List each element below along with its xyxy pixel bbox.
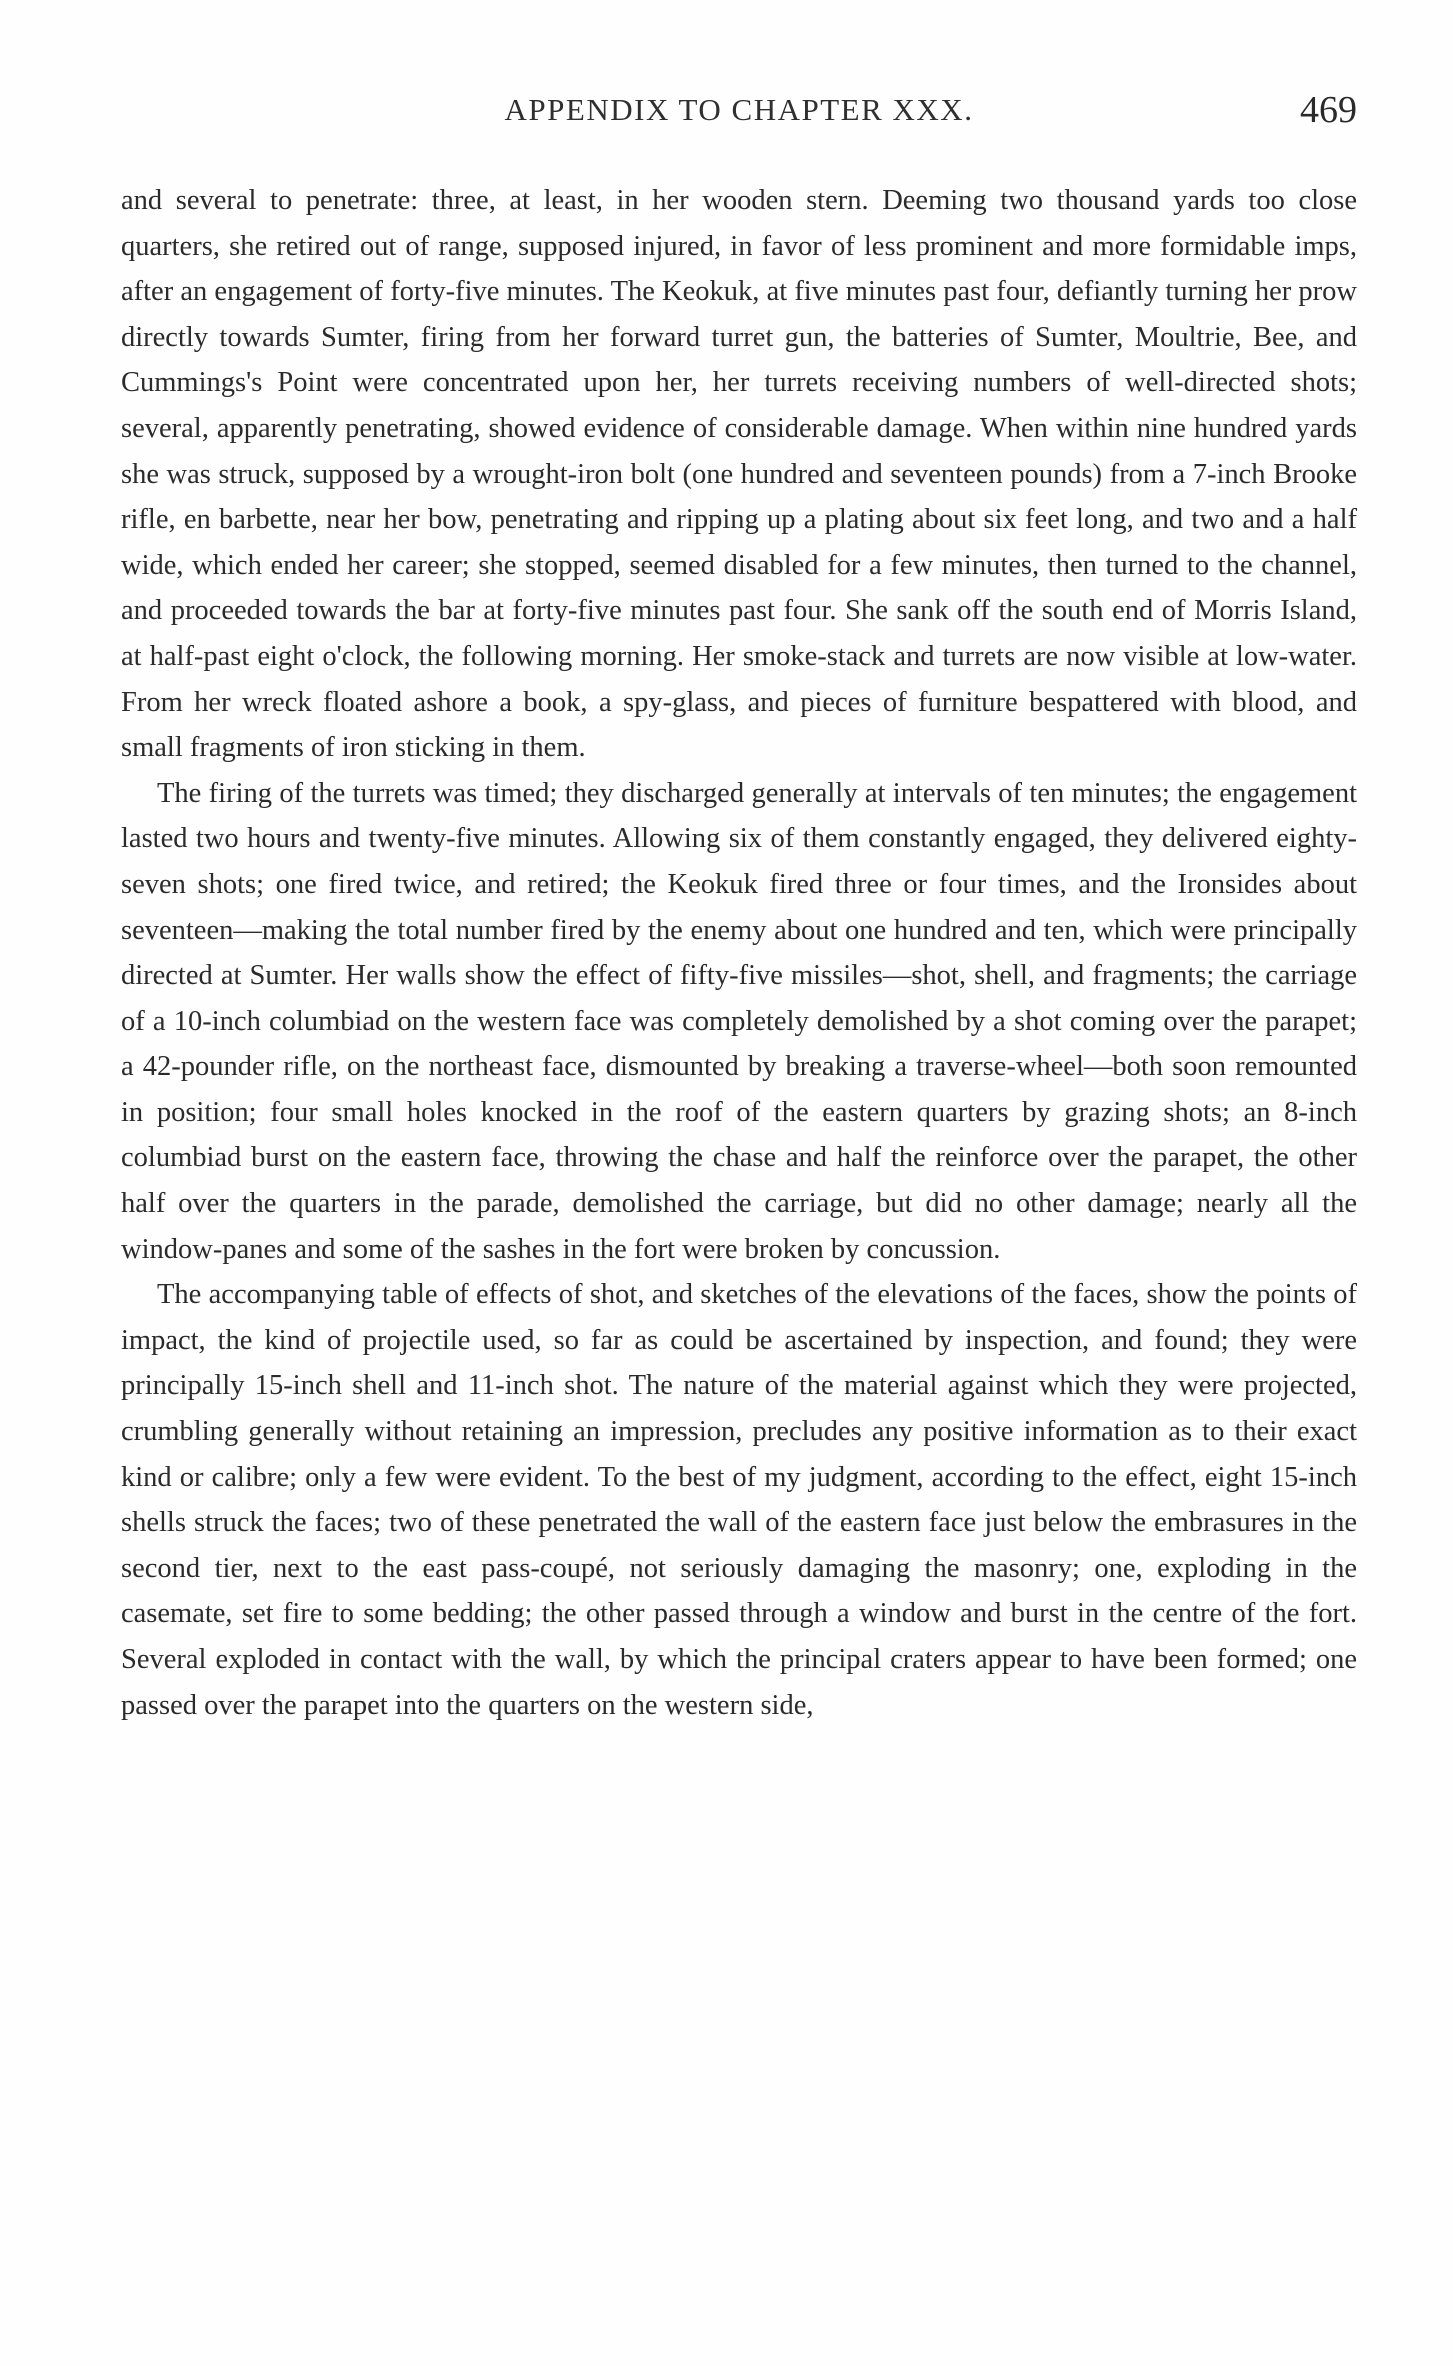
paragraph-3: The accompanying table of effects of shot, and sketches of the elevations of the faces, show the points of impact, the kind of projectile used, so far as could be ascertained by inspection, and found; they were principally 15-inch shell and 11-inch shot. The nature of the material against which they were projected, crumbling generally without retaining an impression, precludes any positive information as to their exact kind or calibre; only a few were evident. To the best of my judgment, according to the effect, eight 15-inch shells struck the faces; two of these penetrated the wall of the eastern face just below the embrasures in the second tier, next to the east pass-coupé, not seriously damaging the masonry; one, exploding in the casemate, set fire to some bedding; the other passed through a window and burst in the centre of the fort. Several exploded in contact with the wall, by which the principal craters appear to have been formed; one passed over the parapet into the quarters on the western side,	[121, 1279, 1357, 1721]
running-head: APPENDIX TO CHAPTER XXX.	[504, 92, 974, 127]
paragraph-1: and several to penetrate: three, at least, in her wooden stern. Deeming two thousand yards too close quarters, she retired out of range, supposed injured, in favor of less prominent and more formidable imps, after an engagement of forty-five minutes. The Keokuk, at five minutes past four, defiantly turning her prow directly towards Sumter, firing from her forward turret gun, the batteries of Sumter, Moultrie, Bee, and Cummings's Point were concentrated upon her, her turrets receiving numbers of well-directed shots; several, apparently penetrating, showed evidence of considerable damage. When within nine hundred yards she was struck, supposed by a wrought-iron bolt (one hundred and seventeen pounds) from a 7-inch Brooke rifle, en barbette, near her bow, penetrating and ripping up a plating about six feet long, and two and a half wide, which ended her career; she stopped, seemed disabled for a few minutes, then turned to the channel, and proceeded towards the bar at forty-five minutes past four. She sank off the south end of Morris Island, at half-past eight o'clock, the following morning. Her smoke-stack and turrets are now visible at low-water. From her wreck floated ashore a book, a spy-glass, and pieces of furniture bespattered with blood, and small fragments of iron sticking in them.	[121, 185, 1357, 764]
page-header	[121, 89, 1357, 142]
page-number: 469	[1300, 89, 1357, 131]
body-text	[121, 178, 1357, 1728]
paragraph-2: The firing of the turrets was timed; they discharged generally at intervals of ten minutes; the engagement lasted two hours and twenty-five minutes. Allowing six of them constantly engaged, they delivered eighty-seven shots; one fired twice, and retired; the Keokuk fired three or four times, and the Ironsides about seventeen—making the total number fired by the enemy about one hundred and ten, which were principally directed at Sumter. Her walls show the effect of fifty-five missiles—shot, shell, and fragments; the carriage of a 10-inch columbiad on the western face was completely demolished by a shot coming over the parapet; a 42-pounder rifle, on the northeast face, dismounted by breaking a traverse-wheel—both soon remounted in position; four small holes knocked in the roof of the eastern quarters by grazing shots; an 8-inch columbiad burst on the eastern face, throwing the chase and half the reinforce over the parapet, the other half over the quarters in the parade, demolished the carriage, but did no other damage; nearly all the window-panes and some of the sashes in the fort were broken by concussion.	[121, 777, 1357, 1265]
